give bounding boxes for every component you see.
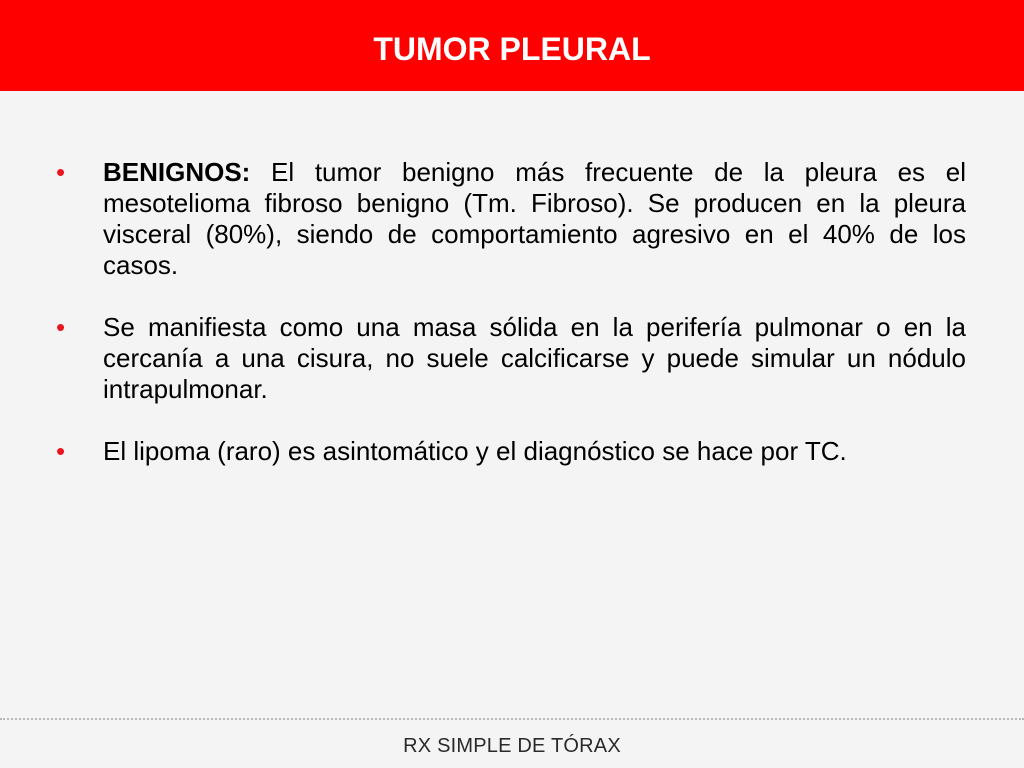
- bullet-text: Se manifiesta como una masa sólida en la perifería pulmonar o en la cercanía a una cisura, no suele calcificarse y puede simular un nódulo intrapulmonar.: [103, 312, 966, 404]
- bullet-dot-icon: •: [56, 157, 66, 187]
- bullet-lead: BENIGNOS:: [103, 157, 251, 187]
- bullet-text: El lipoma (raro) es asintomático y el diagnóstico se hace por TC.: [103, 436, 847, 466]
- bullet-item: [56, 436, 966, 467]
- footer-divider: [0, 718, 1024, 720]
- bullet-item: [56, 312, 966, 405]
- bullet-item: [56, 157, 966, 281]
- bullet-dot-icon: •: [56, 436, 66, 466]
- bullet-list: [56, 157, 966, 498]
- slide-title: TUMOR PLEURAL: [373, 31, 651, 67]
- title-bar: [0, 0, 1024, 91]
- footer-label: RX SIMPLE DE TÓRAX: [403, 735, 621, 757]
- bullet-dot-icon: •: [56, 312, 66, 342]
- bullet-text: El tumor benigno más frecuente de la pleura es el mesotelioma fibroso benigno (Tm. Fibroso). Se producen en la pleura visceral (80%), siendo de comportamiento agresivo en el 40% de los casos.: [103, 157, 966, 280]
